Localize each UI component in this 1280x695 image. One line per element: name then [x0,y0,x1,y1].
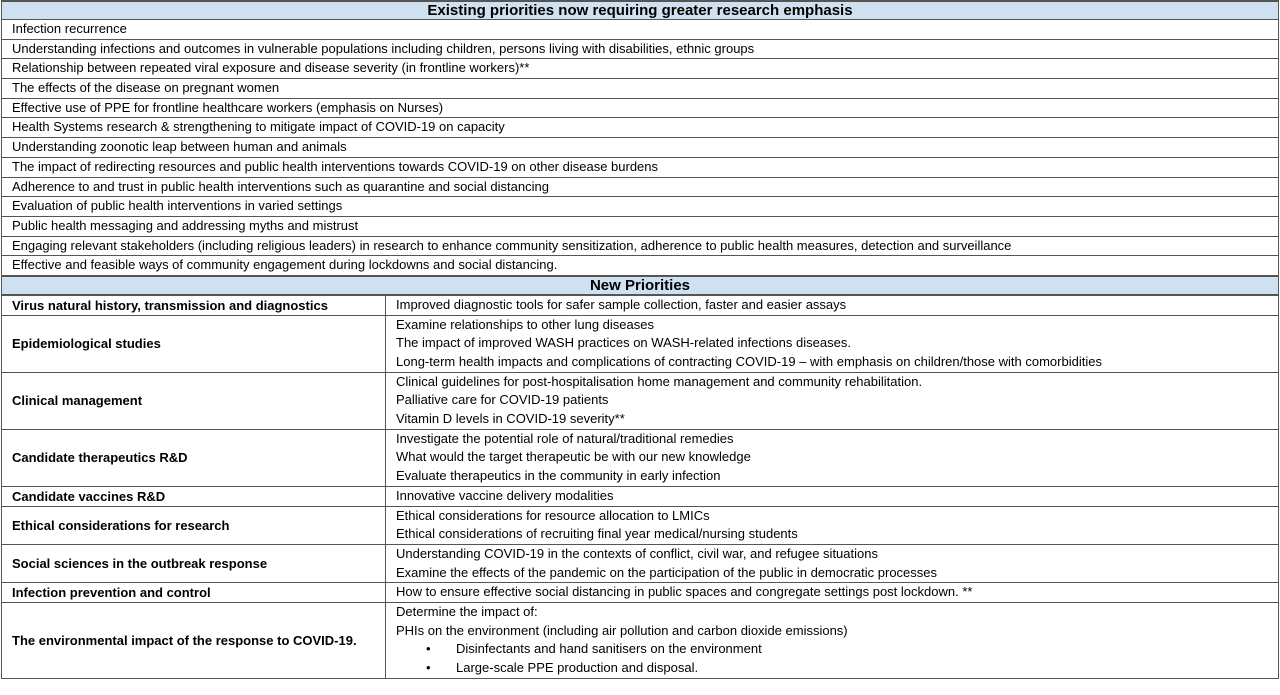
new-priority-row [2,429,1279,486]
existing-priority-item: Understanding infections and outcomes in vulnerable populations including children, persons living with disabilities, ethnic groups [1,40,1279,60]
priority-detail-line: Ethical considerations for resource allocation to LMICs [396,507,710,523]
priority-detail-line: The impact of improved WASH practices on WASH-related infections diseases. [396,335,851,351]
existing-priorities-header: Existing priorities now requiring greater research emphasis [1,0,1279,20]
priority-category: Social sciences in the outbreak response [2,544,386,582]
priority-detail-line: Long-term health impacts and complications of contracting COVID-19 – with emphasis on children/those with comorbidities [396,354,1102,369]
existing-priority-item: The impact of redirecting resources and public health interventions towards COVID-19 on other disease burdens [1,158,1279,178]
priority-detail-line: Understanding COVID-19 in the contexts of conflict, civil war, and refugee situations [396,545,878,561]
priority-category: Infection prevention and control [2,583,386,603]
new-priorities-table [1,295,1279,679]
priority-detail-line: Examine the effects of the pandemic on the participation of the public in democratic processes [396,564,938,580]
bullet-text: Large-scale PPE production and disposal. [456,660,699,675]
priority-category: Virus natural history, transmission and diagnostics [2,295,386,315]
priority-detail-line: Evaluate therapeutics in the community in early infection [396,468,721,484]
priority-detail-line: Investigate the potential role of natural/traditional remedies [396,430,734,446]
new-priorities-header: New Priorities [1,276,1279,295]
priority-detail-line: Determine the impact of: [396,603,538,619]
bullet-text: Disinfectants and hand sanitisers on the environment [456,641,762,657]
existing-priority-item: Effective and feasible ways of community engagement during lockdowns and social distancing. [1,256,1279,276]
priority-details [386,602,1279,678]
priority-details [386,486,1279,506]
bullet-icon: • [426,660,431,675]
priority-category: Ethical considerations for research [2,506,386,544]
priority-details [386,429,1279,486]
priority-category: Clinical management [2,372,386,429]
existing-priority-item: Health Systems research & strengthening to mitigate impact of COVID-19 on capacity [1,118,1279,138]
existing-priority-item: Effective use of PPE for frontline healthcare workers (emphasis on Nurses) [1,99,1279,119]
priority-category: Candidate vaccines R&D [2,486,386,506]
new-priority-row [2,583,1279,603]
priority-details [386,583,1279,603]
new-priority-row [2,315,1279,372]
priority-details [386,315,1279,372]
priority-details [386,544,1279,582]
priority-detail-line: Examine relationships to other lung diseases [396,316,654,332]
existing-priority-item: Relationship between repeated viral exposure and disease severity (in frontline workers)** [1,59,1279,79]
new-priority-row [2,544,1279,582]
existing-priority-item: Engaging relevant stakeholders (including religious leaders) in research to enhance community sensitization, adherence to public health measures, detection and surveillance [1,237,1279,257]
existing-priorities-list [1,20,1279,276]
new-priority-row [2,486,1279,506]
priority-detail-line: Innovative vaccine delivery modalities [396,487,614,503]
priority-detail-line: Ethical considerations of recruiting final year medical/nursing students [396,526,798,542]
priority-details [386,372,1279,429]
priority-detail-line: What would the target therapeutic be with our new knowledge [396,449,751,465]
priority-bullet-item [396,659,1278,678]
new-priority-row [2,372,1279,429]
priorities-table [1,0,1279,679]
priority-detail-line: Vitamin D levels in COVID-19 severity** [396,411,625,427]
priority-detail-line: Palliative care for COVID-19 patients [396,392,609,408]
priority-category: Candidate therapeutics R&D [2,429,386,486]
new-priority-row [2,602,1279,678]
new-priority-row [2,506,1279,544]
priority-bullet-item [396,640,1278,659]
existing-priority-item: Infection recurrence [1,20,1279,40]
priority-category: The environmental impact of the response to COVID-19. [2,602,386,678]
priority-detail-line: Improved diagnostic tools for safer sample collection, faster and easier assays [396,296,847,312]
priority-detail-line: PHIs on the environment (including air pollution and carbon dioxide emissions) [396,622,848,638]
priority-detail-line: Clinical guidelines for post-hospitalisation home management and community rehabilitation. [396,373,923,389]
priority-category: Epidemiological studies [2,315,386,372]
priority-details [386,506,1279,544]
existing-priority-item: The effects of the disease on pregnant women [1,79,1279,99]
priority-detail-line: How to ensure effective social distancing in public spaces and congregate settings post lockdown. ** [396,584,973,600]
bullet-icon: • [426,641,431,657]
existing-priority-item: Public health messaging and addressing myths and mistrust [1,217,1279,237]
priority-details [386,295,1279,315]
existing-priority-item: Evaluation of public health interventions in varied settings [1,197,1279,217]
existing-priority-item: Adherence to and trust in public health interventions such as quarantine and social distancing [1,178,1279,198]
new-priority-row [2,295,1279,315]
existing-priority-item: Understanding zoonotic leap between human and animals [1,138,1279,158]
